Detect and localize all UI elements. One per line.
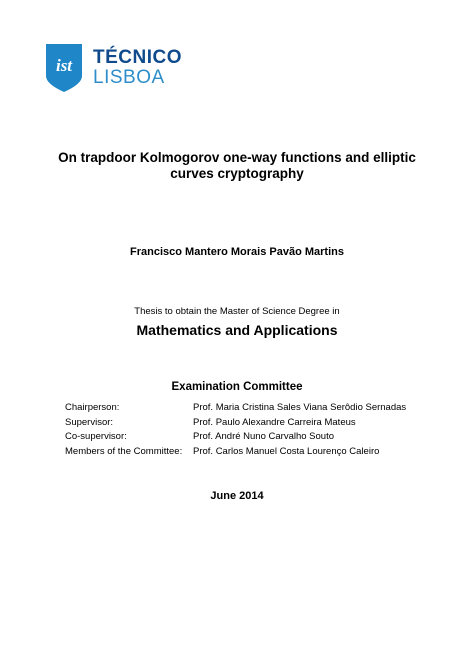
degree-name: Mathematics and Applications xyxy=(136,322,338,338)
author-name: Francisco Mantero Morais Pavão Martins xyxy=(130,246,344,258)
ist-emblem-text: ist xyxy=(55,56,73,75)
tecnico-lisboa-logo xyxy=(46,44,186,94)
committee-role: Members of the Committee: xyxy=(65,445,183,457)
submission-date: June 2014 xyxy=(210,490,264,502)
committee-role: Chairperson: xyxy=(65,402,120,413)
thesis-title-line-2: curves cryptography xyxy=(170,166,304,181)
logo-wordmark-tecnico: TÉCNICO xyxy=(93,47,182,68)
thesis-title-line-1: On trapdoor Kolmogorov one-way functions and elliptic xyxy=(58,150,416,165)
committee-member-name: Prof. Maria Cristina Sales Viana Serôdio Sernadas xyxy=(193,402,407,413)
ist-shield-icon xyxy=(46,44,82,92)
committee-row-supervisor xyxy=(65,416,425,431)
committee-member-name: Prof. André Nuno Carvalho Souto xyxy=(193,431,335,442)
committee-list xyxy=(65,401,425,459)
committee-row-chairperson xyxy=(65,401,425,416)
committee-row-co-supervisor xyxy=(65,430,425,445)
thesis-title xyxy=(40,150,434,182)
committee-role: Supervisor: xyxy=(65,416,114,428)
logo-wordmark-lisboa: LISBOA xyxy=(93,67,165,88)
thesis-purpose: Thesis to obtain the Master of Science Degree in xyxy=(134,306,340,317)
committee-row-members xyxy=(65,445,425,460)
committee-member-name: Prof. Carlos Manuel Costa Lourenço Caleiro xyxy=(193,445,380,457)
committee-member-name: Prof. Paulo Alexandre Carreira Mateus xyxy=(193,416,356,428)
committee-role: Co-supervisor: xyxy=(65,431,127,442)
committee-heading: Examination Committee xyxy=(171,381,303,393)
